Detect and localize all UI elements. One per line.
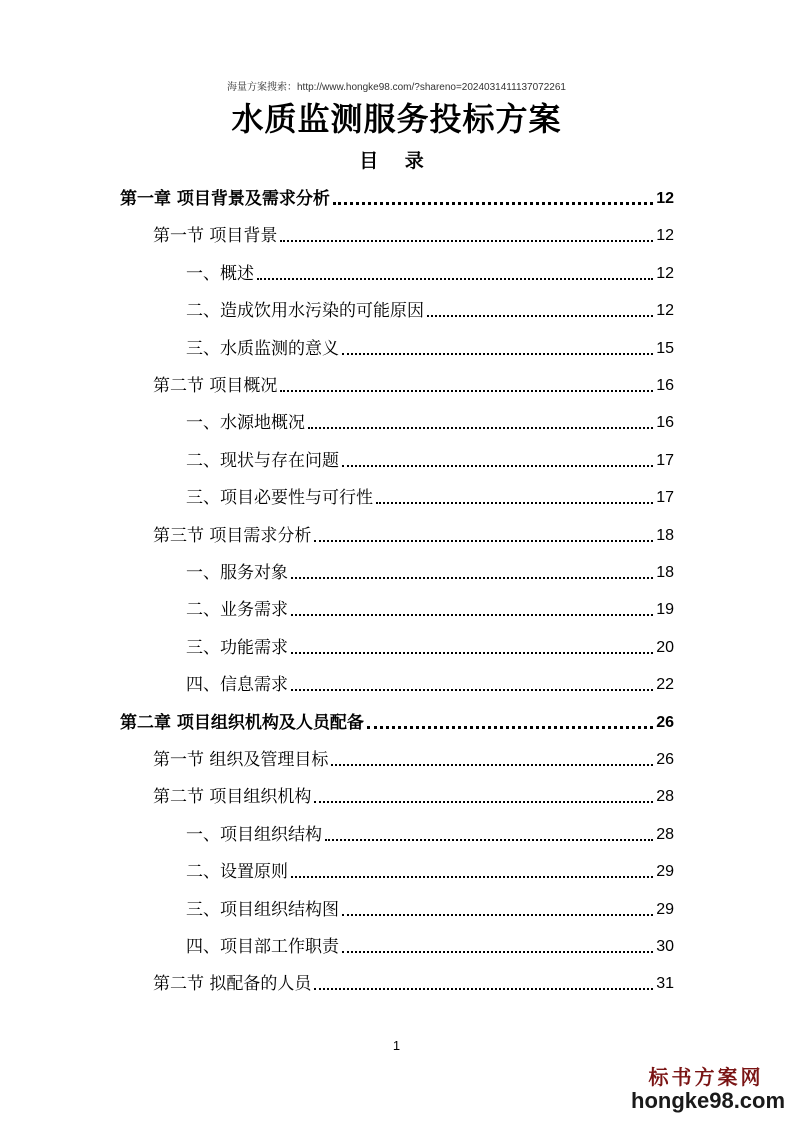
toc-section-entry[interactable] xyxy=(153,517,674,547)
toc-entry-label: 一、项目组织结构 xyxy=(186,824,322,845)
toc-subsection-entry[interactable] xyxy=(186,816,674,846)
toc-entry-page: 12 xyxy=(656,302,674,320)
toc-section-entry[interactable] xyxy=(153,965,674,995)
toc-entry-label: 第一节 组织及管理目标 xyxy=(153,750,329,770)
toc-section-entry[interactable] xyxy=(153,217,674,247)
toc-subsection-entry[interactable] xyxy=(186,442,674,472)
toc-entry-label: 四、信息需求 xyxy=(186,675,288,696)
toc-subsection-entry[interactable] xyxy=(186,404,674,434)
toc-subsection-entry[interactable] xyxy=(186,666,674,696)
document-title: 水质监测服务投标方案 xyxy=(231,100,562,138)
toc-entry-label: 二、设置原则 xyxy=(186,862,288,883)
toc-entry-page: 16 xyxy=(656,414,674,432)
toc-entry-page: 30 xyxy=(656,938,674,955)
toc-entry-page: 12 xyxy=(656,227,674,245)
toc-leader-dots xyxy=(331,764,653,766)
toc-leader-dots xyxy=(314,988,653,990)
toc-leader-dots xyxy=(314,801,653,803)
toc-entry-label: 第二章 项目组织机构及人员配备 xyxy=(120,712,364,733)
watermark-cn-text: 标书方案网 xyxy=(648,1065,764,1089)
toc-entry-page: 20 xyxy=(656,638,674,656)
toc-leader-dots xyxy=(280,240,653,242)
toc-chapter-entry[interactable] xyxy=(120,704,674,734)
toc-subsection-entry[interactable] xyxy=(186,330,674,360)
toc-entry-page: 17 xyxy=(656,489,674,507)
toc-leader-dots xyxy=(367,726,653,729)
toc-entry-label: 第三节 项目需求分析 xyxy=(153,525,312,546)
toc-leader-dots xyxy=(342,353,653,355)
toc-leader-dots xyxy=(342,914,653,916)
toc-leader-dots xyxy=(291,652,653,654)
toc-leader-dots xyxy=(376,502,653,504)
toc-leader-dots xyxy=(342,465,653,467)
toc-subsection-entry[interactable] xyxy=(186,292,674,322)
toc-subsection-entry[interactable] xyxy=(186,928,674,958)
toc-entry-page: 18 xyxy=(656,526,674,544)
toc-leader-dots xyxy=(342,951,653,953)
toc-leader-dots xyxy=(314,540,653,542)
toc-subsection-entry[interactable] xyxy=(186,629,674,659)
toc-heading: 目 录 xyxy=(359,150,434,172)
toc-entry-label: 第二节 项目组织机构 xyxy=(153,787,312,808)
toc-subsection-entry[interactable] xyxy=(186,554,674,584)
toc-entry-page: 31 xyxy=(656,975,674,993)
toc-entry-label: 第二节 项目概况 xyxy=(153,376,278,396)
toc-entry-page: 29 xyxy=(656,863,674,881)
toc-subsection-entry[interactable] xyxy=(186,891,674,921)
toc-entry-label: 二、造成饮用水污染的可能原因 xyxy=(186,301,424,322)
page-number: 1 xyxy=(392,1038,401,1053)
toc-subsection-entry[interactable] xyxy=(186,853,674,883)
toc-entry-label: 一、服务对象 xyxy=(186,563,288,583)
toc-subsection-entry[interactable] xyxy=(186,591,674,621)
toc-subsection-entry[interactable] xyxy=(186,255,674,285)
toc-section-entry[interactable] xyxy=(153,741,674,771)
toc-leader-dots xyxy=(325,839,653,841)
toc-entry-page: 26 xyxy=(656,751,674,768)
toc-leader-dots xyxy=(257,278,653,280)
toc-entry-label: 二、业务需求 xyxy=(186,600,288,621)
toc-section-entry[interactable] xyxy=(153,367,674,397)
toc-chapter-entry[interactable] xyxy=(120,180,674,210)
toc-entry-page: 12 xyxy=(656,190,674,207)
toc-entry-label: 第一节 项目背景 xyxy=(153,226,278,247)
toc-entry-page: 19 xyxy=(656,601,674,619)
watermark-en-text: hongke98.com xyxy=(631,1088,786,1113)
watermark-logo xyxy=(631,1061,786,1114)
toc-leader-dots xyxy=(291,876,653,878)
toc-entry-label: 三、项目必要性与可行性 xyxy=(186,488,373,509)
search-note: 海量方案搜索：http://www.hongke98.com/?shareno=2024031411137072261 xyxy=(226,82,566,93)
toc-entry-label: 一、水源地概况 xyxy=(186,413,305,434)
toc-entry-page: 29 xyxy=(656,900,674,918)
toc-entry-page: 16 xyxy=(656,377,674,394)
toc-leader-dots xyxy=(291,577,653,579)
toc-entry-page: 17 xyxy=(656,451,674,469)
toc-entry-page: 12 xyxy=(656,264,674,282)
toc-leader-dots xyxy=(427,315,653,317)
toc-entry-label: 一、概述 xyxy=(186,263,254,284)
toc-leader-dots xyxy=(280,390,653,392)
toc-entry-label: 三、功能需求 xyxy=(186,637,288,658)
toc-leader-dots xyxy=(308,427,653,429)
toc-subsection-entry[interactable] xyxy=(186,479,674,509)
toc-entry-label: 第一章 项目背景及需求分析 xyxy=(120,189,330,209)
toc-leader-dots xyxy=(333,202,653,205)
toc-entry-page: 15 xyxy=(656,339,674,357)
toc-entry-label: 四、项目部工作职责 xyxy=(186,937,339,957)
toc-entry-page: 22 xyxy=(656,676,674,694)
toc-entry-label: 三、项目组织结构图 xyxy=(186,899,339,920)
toc-entry-page: 28 xyxy=(656,788,674,806)
toc-entry-page: 18 xyxy=(656,564,674,581)
toc-entry-label: 第二节 拟配备的人员 xyxy=(153,974,312,995)
toc-entry-label: 三、水质监测的意义 xyxy=(186,338,339,359)
toc-entry-label: 二、现状与存在问题 xyxy=(186,450,339,471)
toc-section-entry[interactable] xyxy=(153,778,674,808)
toc-leader-dots xyxy=(291,614,653,616)
toc-entry-page: 26 xyxy=(656,713,674,731)
toc-entry-page: 28 xyxy=(656,825,674,843)
toc-leader-dots xyxy=(291,689,653,691)
